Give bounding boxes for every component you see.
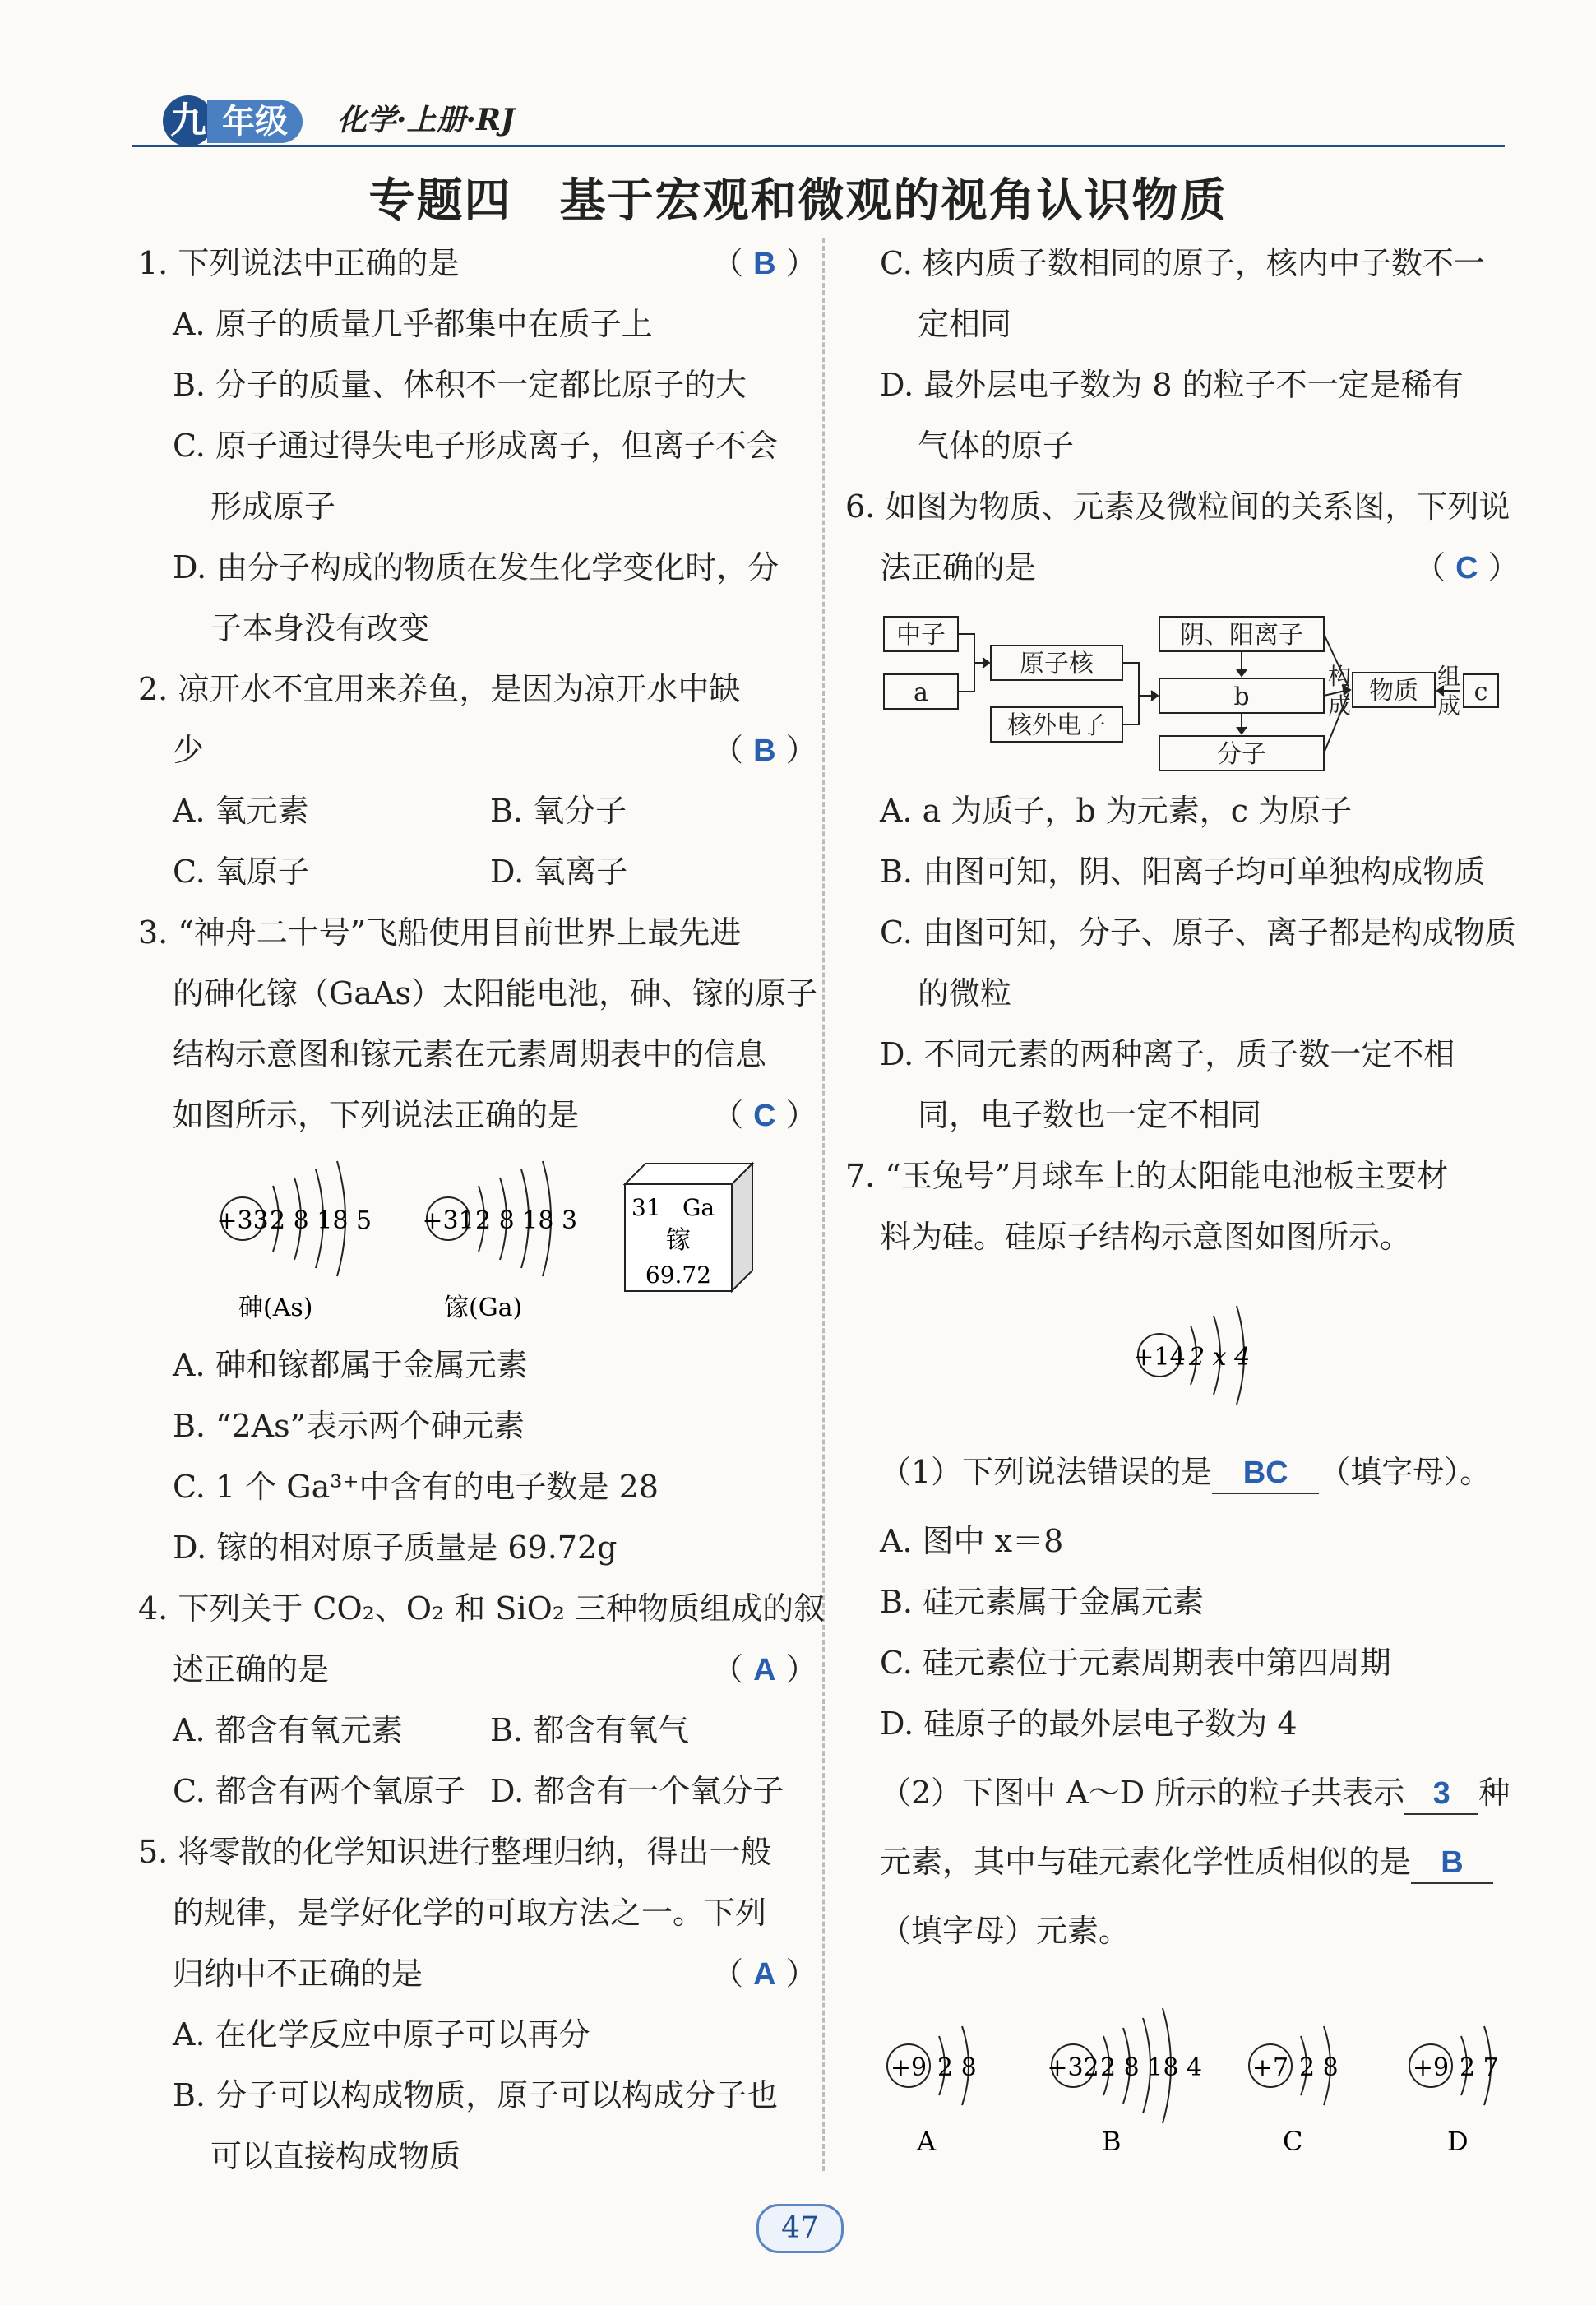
q5-option-d-cont: 气体的原子 — [918, 428, 1075, 464]
q2-option-a: A. 氧元素 — [173, 793, 309, 829]
q3-option-b: B. “2As”表示两个砷元素 — [173, 1408, 525, 1444]
label-cheng-2: 成 — [1437, 692, 1461, 720]
q5-option-b-cont: 可以直接构成物质 — [210, 2138, 461, 2174]
box-b: b — [1233, 683, 1250, 711]
particle-b-shells: 2 8 18 4 — [1100, 2053, 1203, 2082]
q1-option-a: A. 原子的质量几乎都集中在质子上 — [173, 306, 653, 342]
ga-atom-diagram — [422, 1161, 577, 1322]
page-number: 47 — [756, 2204, 844, 2253]
particle-d-shells: 2 7 — [1460, 2053, 1499, 2082]
q4-option-b: B. 都含有氧气 — [490, 1712, 690, 1748]
q6-option-b: B. 由图可知，阴、阳离子均可单独构成物质 — [880, 854, 1486, 890]
q3-figure — [206, 1151, 765, 1332]
particle-b-label: B — [1102, 2126, 1122, 2155]
ga-nucleus: +31 — [422, 1206, 474, 1235]
page-title: 专题四 基于宏观和微观的视角认识物质 — [368, 174, 1228, 228]
ga-periodic-cell — [625, 1164, 752, 1291]
q3-option-c: C. 1 个 Ga³⁺中含有的电子数是 28 — [173, 1469, 659, 1505]
column-divider — [822, 238, 825, 2171]
q5-stem-3: 归纳中不正确的是 — [173, 1956, 423, 1992]
particle-c — [1249, 2026, 1339, 2155]
as-shells: 2 8 18 5 — [270, 1206, 372, 1235]
q1-option-c-cont: 形成原子 — [210, 488, 336, 525]
q7-part2-answer-1: 3 — [1404, 1774, 1478, 1815]
q4-option-c: C. 都含有两个氧原子 — [173, 1773, 465, 1809]
grade-badge — [132, 87, 329, 148]
q7-option-a: A. 图中 x＝8 — [880, 1523, 1064, 1559]
q4-stem: 4. 下列关于 CO₂、O₂ 和 SiO₂ 三种物质组成的叙 — [138, 1590, 826, 1627]
particle-b-nucleus: +32 — [1047, 2053, 1099, 2082]
si-nucleus: +14 — [1133, 1343, 1186, 1372]
q2-stem-cont: 少 — [173, 732, 205, 768]
cell-number: 31 — [631, 1194, 661, 1221]
si-atom-diagram — [1126, 1291, 1340, 1414]
q1-stem: 1. 下列说法中正确的是 — [138, 245, 460, 281]
q5-option-c-cont: 定相同 — [918, 306, 1012, 342]
q5-option-d: D. 最外层电子数为 8 的粒子不一定是稀有 — [880, 367, 1464, 403]
q7-part2-answer-2: B — [1411, 1843, 1493, 1884]
q6-option-d-cont: 同，电子数也一定不相同 — [918, 1097, 1262, 1133]
label-gou: 构 — [1328, 663, 1352, 690]
q6-option-d: D. 不同元素的两种离子，质子数一定不相 — [880, 1036, 1455, 1072]
q7-stem-cont: 料为硅。硅原子结构示意图如图所示。 — [880, 1219, 1412, 1255]
header-divider — [132, 145, 1505, 147]
q1-option-d-cont: 子本身没有改变 — [210, 610, 430, 646]
q7-particles-figure — [872, 1990, 1513, 2155]
q2-option-c: C. 氧原子 — [173, 854, 309, 890]
q7-part1: （1）下列说法错误的是 BC （填字母）。 — [880, 1452, 1491, 1494]
particle-a-nucleus: +9 — [890, 2053, 928, 2082]
q2-option-b: B. 氧分子 — [490, 793, 627, 829]
particle-d-nucleus: +9 — [1412, 2053, 1450, 2082]
q7-part2: （2）下图中 A～D 所示的粒子共表示 3 种 — [880, 1773, 1510, 1815]
q7-part2-line3: （填字母）元素。 — [880, 1913, 1131, 1949]
particle-a-label: A — [917, 2126, 937, 2155]
ga-label: 镓(Ga) — [444, 1294, 523, 1322]
as-label: 砷(As) — [238, 1294, 313, 1322]
q6-stem-cont: 法正确的是 — [880, 549, 1037, 586]
q5-answer: （ A ） — [712, 1956, 817, 1992]
q4-stem-cont: 述正确的是 — [173, 1651, 330, 1687]
box-a: a — [914, 678, 928, 707]
q7-option-c: C. 硅元素位于元素周期表中第四周期 — [880, 1645, 1391, 1681]
q5-option-b: B. 分子可以构成物质，原子可以构成分子也 — [173, 2077, 779, 2113]
q6-answer: （ C ） — [1414, 549, 1520, 586]
q1-option-b: B. 分子的质量、体积不一定都比原子的大 — [173, 367, 747, 403]
q6-option-c-cont: 的微粒 — [918, 975, 1012, 1011]
particle-b — [1047, 2008, 1202, 2155]
q3-stem: 3. “神舟二十号”飞船使用目前世界上最先进 — [138, 914, 742, 951]
q6-relationship-diagram — [880, 609, 1513, 773]
q4-option-d: D. 都含有一个氧分子 — [490, 1773, 784, 1809]
as-nucleus: +33 — [216, 1206, 269, 1235]
box-molecule: 分子 — [1217, 740, 1266, 769]
q5-option-c: C. 核内质子数相同的原子，核内中子数不一 — [880, 245, 1485, 281]
grade-label: 年级 — [207, 100, 303, 143]
q3-stem-2: 的砷化镓（GaAs）太阳能电池，砷、镓的原子 — [173, 975, 817, 1011]
box-electron: 核外电子 — [1007, 711, 1106, 740]
grade-number: 九 — [163, 95, 214, 146]
q3-option-a: A. 砷和镓都属于金属元素 — [173, 1347, 528, 1383]
cell-symbol: Ga — [682, 1194, 715, 1221]
q3-stem-3: 结构示意图和镓元素在元素周期表中的信息 — [173, 1036, 767, 1072]
q5-stem-2: 的规律，是学好化学的可取方法之一。下列 — [173, 1895, 767, 1931]
particle-c-nucleus: +7 — [1251, 2053, 1289, 2082]
q5-stem: 5. 将零散的化学知识进行整理归纳，得出一般 — [138, 1834, 772, 1870]
book-title: 化学·上册·RJ — [337, 103, 516, 137]
box-neutron: 中子 — [896, 621, 946, 650]
q6-stem: 6. 如图为物质、元素及微粒间的关系图，下列说 — [845, 488, 1510, 525]
q4-answer: （ A ） — [712, 1651, 817, 1687]
q3-answer: （ C ） — [712, 1097, 817, 1133]
q1-answer: （ B ） — [712, 245, 817, 281]
q1-option-c: C. 原子通过得失电子形成离子，但离子不会 — [173, 428, 778, 464]
box-nucleus: 原子核 — [1020, 650, 1094, 678]
q5-option-a: A. 在化学反应中原子可以再分 — [173, 2016, 590, 2053]
q7-stem: 7. “玉兔号”月球车上的太阳能电池板主要材 — [845, 1158, 1449, 1194]
particle-c-shells: 2 8 — [1299, 2053, 1339, 2082]
q6-option-a: A. a 为质子，b 为元素，c 为原子 — [880, 793, 1353, 829]
box-matter: 物质 — [1369, 677, 1418, 706]
q1-option-d: D. 由分子构成的物质在发生化学变化时，分 — [173, 549, 779, 586]
label-cheng: 成 — [1328, 692, 1352, 720]
q2-option-d: D. 氧离子 — [490, 854, 628, 890]
q7-option-b: B. 硅元素属于金属元素 — [880, 1584, 1205, 1620]
q6-option-c: C. 由图可知，分子、原子、离子都是构成物质 — [880, 914, 1516, 951]
q4-option-a: A. 都含有氧元素 — [173, 1712, 403, 1748]
q2-answer: （ B ） — [712, 732, 817, 768]
particle-d-label: D — [1447, 2126, 1469, 2155]
box-c: c — [1473, 678, 1488, 706]
q2-stem: 2. 凉开水不宜用来养鱼，是因为凉开水中缺 — [138, 671, 741, 707]
label-zu: 组 — [1437, 663, 1461, 690]
q7-part2-line2: 元素，其中与硅元素化学性质相似的是 B — [880, 1842, 1493, 1884]
cell-name: 镓 — [666, 1226, 691, 1255]
ga-shells: 2 8 18 3 — [475, 1206, 578, 1235]
particle-a — [887, 2026, 977, 2155]
particle-d — [1409, 2026, 1499, 2155]
q3-option-d: D. 镓的相对原子质量是 69.72g — [173, 1530, 618, 1566]
si-shells: 2 x 4 — [1189, 1343, 1251, 1372]
box-ions: 阴、阳离子 — [1180, 621, 1303, 650]
q3-stem-4: 如图所示，下列说法正确的是 — [173, 1097, 580, 1133]
q7-part1-answer: BC — [1212, 1453, 1319, 1494]
particle-a-shells: 2 8 — [937, 2053, 977, 2082]
q7-option-d: D. 硅原子的最外层电子数为 4 — [880, 1706, 1298, 1742]
as-atom-diagram — [216, 1161, 372, 1322]
particle-c-label: C — [1283, 2126, 1303, 2155]
cell-mass: 69.72 — [645, 1261, 712, 1289]
